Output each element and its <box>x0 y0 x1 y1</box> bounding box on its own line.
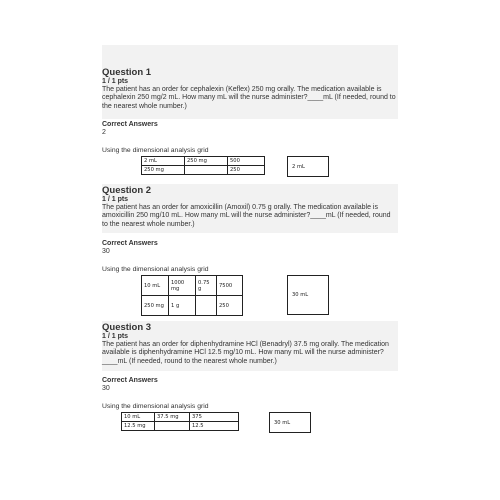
question-2-answer-box: 30 mL <box>287 275 329 315</box>
grid-cell: 10 mL <box>142 276 169 296</box>
grid-cell: 12.5 <box>190 422 239 431</box>
grid-cell: 12.5 mg <box>122 422 155 431</box>
question-1-correct-value: 2 <box>102 129 106 136</box>
question-3-grid <box>121 412 239 431</box>
grid-cell: 2 mL <box>142 157 185 166</box>
question-3-correct-label: Correct Answers <box>102 377 158 384</box>
page-header-band <box>102 45 398 65</box>
question-1-title: Question 1 <box>102 67 152 78</box>
question-3-answer-box: 30 mL <box>269 412 311 433</box>
question-2-grid <box>141 275 243 316</box>
grid-cell: 7500 <box>217 276 243 296</box>
grid-cell: 250 mg <box>142 166 185 175</box>
grid-cell <box>196 296 217 316</box>
question-2-points: 1 / 1 pts <box>102 196 129 203</box>
grid-cell: 375 <box>190 413 239 422</box>
question-2-correct-label: Correct Answers <box>102 240 158 247</box>
question-1-answer-box: 2 mL <box>287 156 329 177</box>
question-2-header <box>102 184 398 233</box>
grid-cell <box>185 166 228 175</box>
grid-cell: 250 <box>228 166 265 175</box>
question-1-grid-note: Using the dimensional analysis grid <box>102 147 209 154</box>
question-2-grid-note: Using the dimensional analysis grid <box>102 266 209 273</box>
grid-cell: 250 mg <box>185 157 228 166</box>
question-2-title: Question 2 <box>102 185 152 196</box>
grid-cell: 1000 mg <box>169 276 196 296</box>
grid-cell: 1 g <box>169 296 196 316</box>
question-3-grid-note: Using the dimensional analysis grid <box>102 403 209 410</box>
question-1-correct-label: Correct Answers <box>102 121 158 128</box>
question-3-correct-value: 30 <box>102 385 110 392</box>
grid-cell: 250 mg <box>142 296 169 316</box>
question-3-points: 1 / 1 pts <box>102 333 129 340</box>
grid-cell: 37.5 mg <box>155 413 190 422</box>
grid-cell: 0.75 g <box>196 276 217 296</box>
question-3-title: Question 3 <box>102 322 152 333</box>
question-1-grid <box>141 156 265 175</box>
question-1-text: The patient has an order for cephalexin (Keflex) 250 mg orally. The medication available is cephalexin 250 mg/2 mL. How many mL will the nurse administer?____mL (If needed, round to the nearest whole number.) <box>102 86 396 110</box>
question-1-points: 1 / 1 pts <box>102 78 129 85</box>
question-1-header <box>102 65 398 119</box>
grid-cell <box>155 422 190 431</box>
grid-cell: 500 <box>228 157 265 166</box>
question-2-text: The patient has an order for amoxicillin (Amoxil) 0.75 g orally. The medication available is amoxicillin 250 mg/10 mL. How many mL will the nurse administer?____mL (If needed, round to the nearest whole number.) <box>102 204 391 228</box>
grid-cell: 10 mL <box>122 413 155 422</box>
question-3-text: The patient has an order for diphenhydramine HCl (Benadryl) 37.5 mg orally. The medication available is diphenhydramine HCl 12.5 mg/10 mL. How many mL will the nurse administer?____mL (If needed, round to the nearest whole number.) <box>102 341 389 365</box>
question-2-correct-value: 30 <box>102 248 110 255</box>
grid-cell: 250 <box>217 296 243 316</box>
question-3-header <box>102 321 398 371</box>
